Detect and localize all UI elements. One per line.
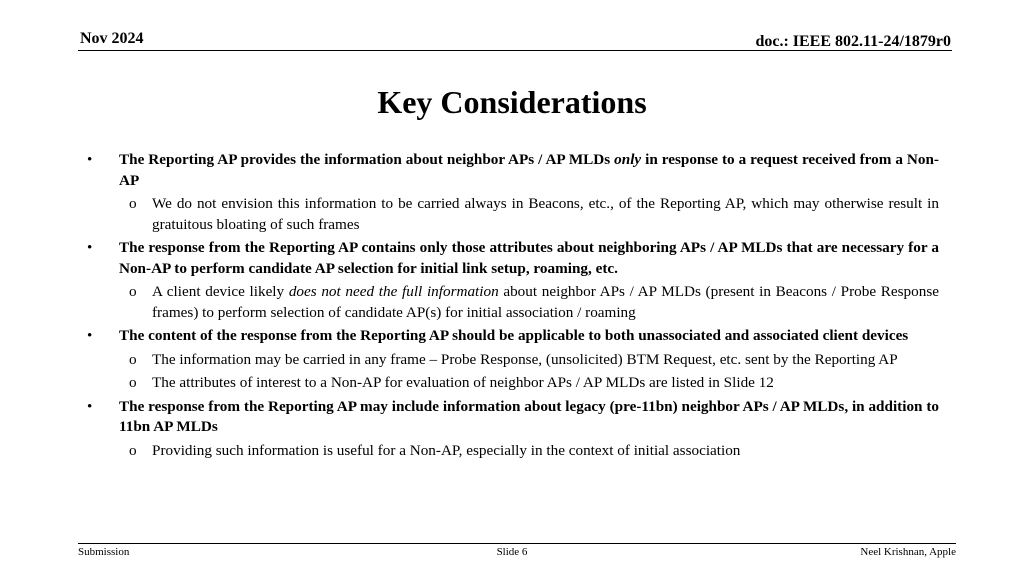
bullet-1-text-b: in response to a request received from a Non-AP bbox=[119, 151, 939, 189]
sub-bullet-marker: o bbox=[129, 374, 137, 391]
header-date: Nov 2024 bbox=[80, 30, 144, 47]
sub-bullet-4-1-text: Providing such information is useful for a Non-AP, especially in the context of initial association bbox=[152, 441, 741, 459]
footer-submission: Submission bbox=[78, 546, 130, 558]
sub-bullet-2-1 bbox=[86, 282, 939, 323]
header-doc-id: doc.: IEEE 802.11-24/1879r0 bbox=[755, 33, 951, 50]
footer-slide-number: Slide 6 bbox=[496, 546, 528, 558]
bullet-marker: • bbox=[87, 397, 93, 415]
sub-bullet-3-1-text: The information may be carried in any frame – Probe Response, (unsolicited) BTM Request, etc. sent by the Reporting AP bbox=[152, 350, 898, 368]
bullet-marker: • bbox=[87, 151, 93, 168]
slide-title: Key Considerations bbox=[377, 84, 647, 120]
sub-bullet-3-1 bbox=[86, 350, 939, 371]
sub-bullet-3-2 bbox=[86, 373, 939, 394]
sub-bullet-1-1 bbox=[86, 194, 939, 235]
slide-body bbox=[86, 150, 939, 464]
sub-bullet-2-1-text-a: A client device likely bbox=[152, 283, 289, 300]
sub-bullet-2-1-text-b: about neighbor APs / AP MLDs (present in Beacons / Probe Response frames) to perform selection of candidate AP(s) for initial association / roaming bbox=[152, 283, 939, 321]
bullet-marker: • bbox=[87, 239, 93, 256]
footer-rule bbox=[78, 543, 956, 544]
bullet-2 bbox=[86, 238, 939, 279]
bullet-1-emphasis: only bbox=[614, 151, 642, 168]
bullet-3-text: The content of the response from the Reporting AP should be applicable to both unassociated and associated client devices bbox=[119, 327, 909, 344]
bullet-3 bbox=[86, 326, 939, 347]
bullet-1-text-a: The Reporting AP provides the information about neighbor APs / AP MLDs bbox=[119, 151, 615, 168]
sub-bullet-3-2-text: The attributes of interest to a Non-AP for evaluation of neighbor APs / AP MLDs are listed in Slide 12 bbox=[152, 374, 774, 391]
sub-bullet-marker: o bbox=[129, 195, 137, 212]
sub-bullet-marker: o bbox=[129, 283, 137, 300]
sub-bullet-marker: o bbox=[129, 441, 137, 459]
sub-bullet-1-1-text: We do not envision this information to be carried always in Beacons, etc., of the Reporting AP, which may otherwise result in gratuitous bloating of such frames bbox=[152, 195, 939, 233]
sub-bullet-2-1-emphasis: does not need the full information bbox=[288, 283, 499, 300]
sub-bullet-marker: o bbox=[129, 350, 137, 368]
header-rule bbox=[78, 50, 952, 51]
bullet-1 bbox=[86, 150, 939, 191]
bullet-2-text: The response from the Reporting AP contains only those attributes about neighboring APs / AP MLDs that are necessary for a Non-AP to perform candidate AP selection for initial link setup, roaming, etc. bbox=[119, 239, 939, 277]
bullet-marker: • bbox=[87, 327, 93, 344]
sub-bullet-4-1 bbox=[86, 441, 939, 462]
footer-author: Neel Krishnan, Apple bbox=[860, 546, 956, 558]
bullet-4-text: The response from the Reporting AP may include information about legacy (pre-11bn) neighbor APs / AP MLDs, in addition to 11bn AP MLDs bbox=[119, 397, 939, 435]
bullet-4 bbox=[86, 397, 939, 438]
